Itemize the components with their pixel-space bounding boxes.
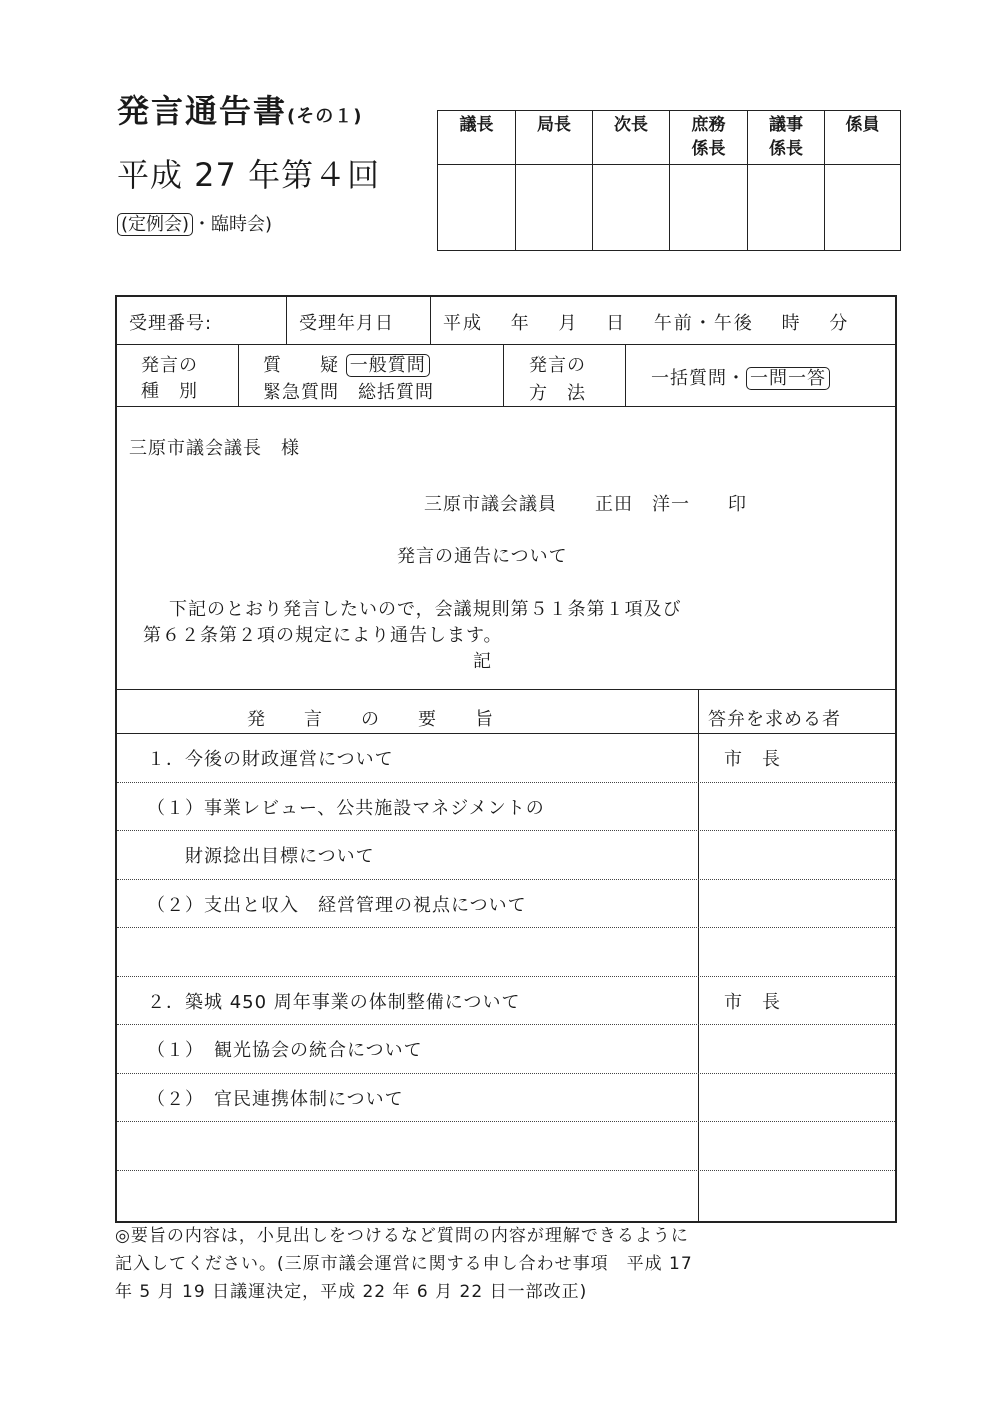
letter-body-line-1: 下記のとおり発言したいので，会議規則第５１条第１項及び [169,599,682,620]
row-divider [117,927,895,928]
speech-type-selected: 一般質問 [346,354,430,377]
divider [117,406,895,407]
row-divider [117,976,895,977]
speech-type-label-2: 種 別 [141,381,198,402]
speech-type-row-1: 質 疑 一般質問 [263,351,430,377]
document-title: 発言通告書(その１) [117,92,363,130]
footnote [115,1222,895,1306]
addressee: 三原市議会議長 様 [129,438,300,459]
method-selected: 一問一答 [746,367,830,390]
stamp-col-5: 議事 係長 [748,111,825,165]
method-options: 一括質問・ 一問一答 [651,364,830,390]
footnote-line-3: 年 5 月 19 日議運決定，平成 22 年 6 月 22 日一部改正) [115,1282,588,1302]
stamp-col-4: 庶務 係長 [670,111,748,165]
divider [117,344,895,345]
footnote-line-2: 記入してください。(三原市議会運営に関する申し合わせ事項 平成 17 [115,1254,693,1274]
divider [286,297,287,344]
row-divider [117,782,895,783]
stamp-col-1: 議長 [438,111,516,165]
answerer-item: 市 長 [724,991,781,1013]
row-divider [117,1170,895,1171]
letter-subject: 発言の通告について [397,546,568,567]
summary-item: １．今後の財政運営について [147,749,394,770]
footnote-line-1: ◎要旨の内容は，小見出しをつけるなど質問の内容が理解できるように [115,1226,689,1246]
stamp-cell [593,165,670,251]
session-label: 平成 27 年第４回 [117,156,381,194]
receipt-date-value: 平成 年 月 日 午前・午後 時 分 [443,313,850,334]
notice-form [115,295,897,1223]
meeting-type-other: 臨時会) [211,214,273,235]
row-divider [117,830,895,831]
divider [503,344,504,406]
stamp-cell [438,165,516,251]
stamp-cell [670,165,748,251]
row-divider [117,879,895,880]
divider [430,297,431,344]
stamp-cell [516,165,593,251]
letter-body-line-2: 第６２条第２項の規定により通告します。 [143,625,503,646]
meeting-type-selected: (定例会) [117,213,193,236]
summary-header: 発 言 の 要 旨 [247,709,494,730]
title-suffix: (その１) [287,106,363,127]
method-label-2: 方 法 [529,383,586,404]
approval-stamp-table [437,110,901,251]
summary-item: （１）事業レビュー、公共施設マネジメントの [147,797,545,819]
stamp-body-row [438,165,901,251]
ki-mark: 記 [473,651,492,672]
summary-item: （２）支出と収入 経営管理の視点について [147,894,527,916]
answerer-item: 市 長 [724,749,781,770]
stamp-cell [825,165,901,251]
divider [625,344,626,406]
row-divider [117,1073,895,1074]
receipt-number-label: 受理番号: [129,313,213,334]
answerer-header: 答弁を求める者 [708,709,841,730]
method-label-1: 発言の [529,355,586,376]
summary-item: （１） 観光協会の統合について [147,1040,423,1061]
stamp-col-2: 局長 [516,111,593,165]
divider [238,344,239,406]
row-divider [117,1121,895,1122]
divider [117,733,895,734]
summary-item: ２．築城 450 周年事業の体制整備について [147,991,521,1013]
summary-item: 財源捻出目標について [147,846,375,867]
receipt-date-label: 受理年月日 [299,313,394,334]
stamp-header-row [438,111,901,165]
divider [698,689,699,1221]
divider [117,689,895,690]
speech-type-row-2: 緊急質問 総括質問 [263,382,434,403]
stamp-col-3: 次長 [593,111,670,165]
summary-item: （２） 官民連携体制について [147,1088,404,1110]
stamp-cell [748,165,825,251]
sender: 三原市議会議員 正田 洋一 印 [424,494,747,515]
stamp-col-6: 係員 [825,111,901,165]
row-divider [117,1024,895,1025]
speech-type-label-1: 発言の [141,355,198,376]
meeting-type: (定例会) ・臨時会) [117,210,272,236]
